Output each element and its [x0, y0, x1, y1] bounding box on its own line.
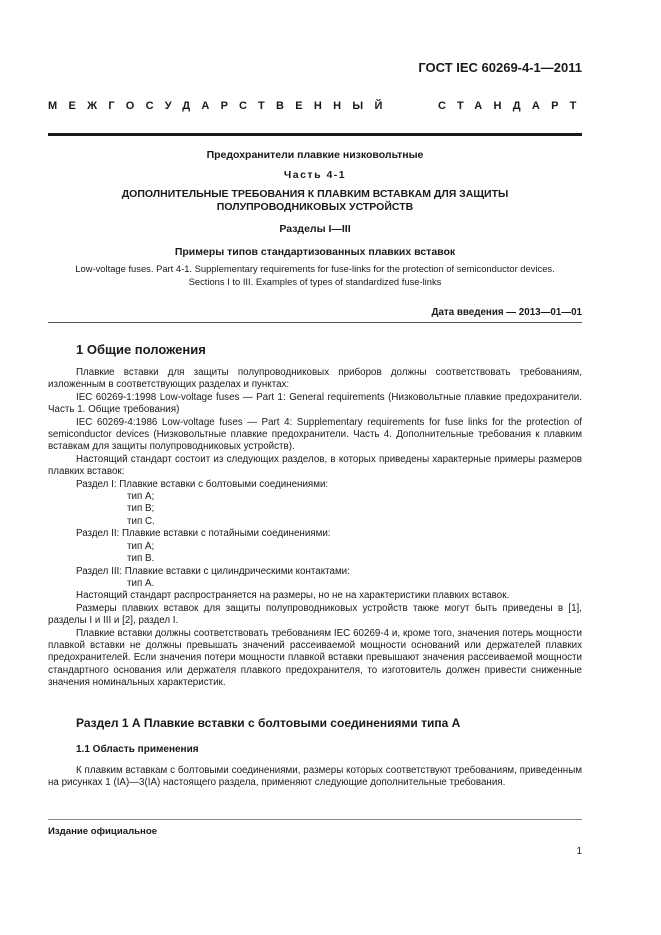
paragraph: Плавкие вставки должны соответствовать требованиям IEC 60269-4 и, кроме того, значения потерь мощности плавкой вставки не должны превышать значений рассеиваемой мощности оснований или держателей плавких предохранителей. Если значения потери мощности плавкой вставки превышают значения рассеиваемой мощности стандартного основания или держателя плавкого предохранителя, то изготовитель должен привести сниженные значения номинальных характеристик. [48, 627, 582, 689]
list-item: тип А; [127, 540, 155, 552]
section-1a-heading: Раздел 1 А Плавкие вставки с болтовыми соединениями типа А [76, 716, 461, 730]
header-rule [48, 133, 582, 136]
list-item: тип А. [127, 577, 155, 589]
title-examples: Примеры типов стандартизованных плавких вставок [174, 246, 456, 258]
paragraph: IEC 60269-4:1986 Low-voltage fuses — Part 4: Supplementary requirements for fuse links for the protection of semiconductor devices (Низковольтные плавкие предохранители. Часть 4. Дополнительные требования к плавким вставкам для защиты полупроводниковых устройств). [48, 416, 582, 453]
paragraph: Размеры плавких вставок для защиты полупроводниковых устройств также могут быть приведены в [1], разделы I и III и [2], раздел I. [48, 602, 582, 627]
list-item: Раздел III: Плавкие вставки с цилиндрическими контактами: [76, 565, 350, 577]
subsection-1-1-heading: 1.1 Область применения [76, 744, 199, 755]
interstate-standard-banner [48, 100, 588, 112]
title-main-a: ДОПОЛНИТЕЛЬНЫЕ ТРЕБОВАНИЯ К ПЛАВКИМ ВСТАВКАМ ДЛЯ ЗАЩИТЫ [121, 188, 509, 200]
edition-rule [48, 819, 582, 820]
list-item: Раздел I: Плавкие вставки с болтовыми соединениями: [76, 478, 329, 490]
page-number: 1 [576, 846, 582, 857]
paragraph: Плавкие вставки для защиты полупроводниковых приборов должны соответствовать требованиям, изложенным в соответствующих разделах и пунктах: [48, 367, 582, 391]
section-1-heading: 1 Общие положения [76, 342, 206, 357]
english-title-line-1: Low-voltage fuses. Part 4-1. Supplementary requirements for fuse-links for the protection of semiconductor devices. [75, 263, 555, 274]
list-item: Раздел II: Плавкие вставки с потайными соединениями: [76, 528, 331, 540]
interstate-word: МЕЖГОСУДАРСТВЕННЫЙ [48, 100, 394, 112]
list-item: тип С. [127, 515, 155, 527]
standard-word: СТАНДАРТ [438, 100, 588, 112]
section-1a-body [48, 765, 582, 790]
paragraph: Настоящий стандарт состоит из следующих разделов, в которых приведены характерные примеры размеров плавких вставок: [48, 453, 582, 478]
list-item: тип А; [127, 491, 155, 503]
official-edition-label: Издание официальное [48, 826, 158, 837]
date-rule [48, 322, 582, 323]
introduction-date: Дата введения — 2013—01—01 [431, 307, 582, 318]
title-main-b: ПОЛУПРОВОДНИКОВЫХ УСТРОЙСТВ [216, 201, 414, 213]
english-title-line-2: Sections I to III. Examples of types of standardized fuse-links [188, 275, 442, 287]
title-sections: Разделы I—III [279, 223, 351, 235]
section-1-body [48, 367, 582, 690]
paragraph: К плавким вставкам с болтовыми соединениями, размеры которых соответствуют требованиям, приведенным на рисунках 1 (IA)—3(IA) настоящего раздела, применяют следующие дополнительные требования. [48, 765, 582, 789]
list-item: тип В; [127, 503, 155, 515]
english-title [48, 263, 582, 288]
standard-code: ГОСТ IEC 60269-4-1—2011 [418, 60, 582, 75]
paragraph: IEC 60269-1:1998 Low-voltage fuses — Part 1: General requirements (Низковольтные плавкие предохранители. Часть 1. Общие требования) [48, 391, 582, 416]
paragraph: Настоящий стандарт распространяется на размеры, но не на характеристики плавких вставок. [76, 590, 510, 602]
title-block [48, 149, 582, 259]
list-item: тип В. [127, 553, 155, 565]
title-part: Часть 4-1 [283, 169, 347, 181]
title-line-1: Предохранители плавкие низковольтные [206, 149, 424, 161]
